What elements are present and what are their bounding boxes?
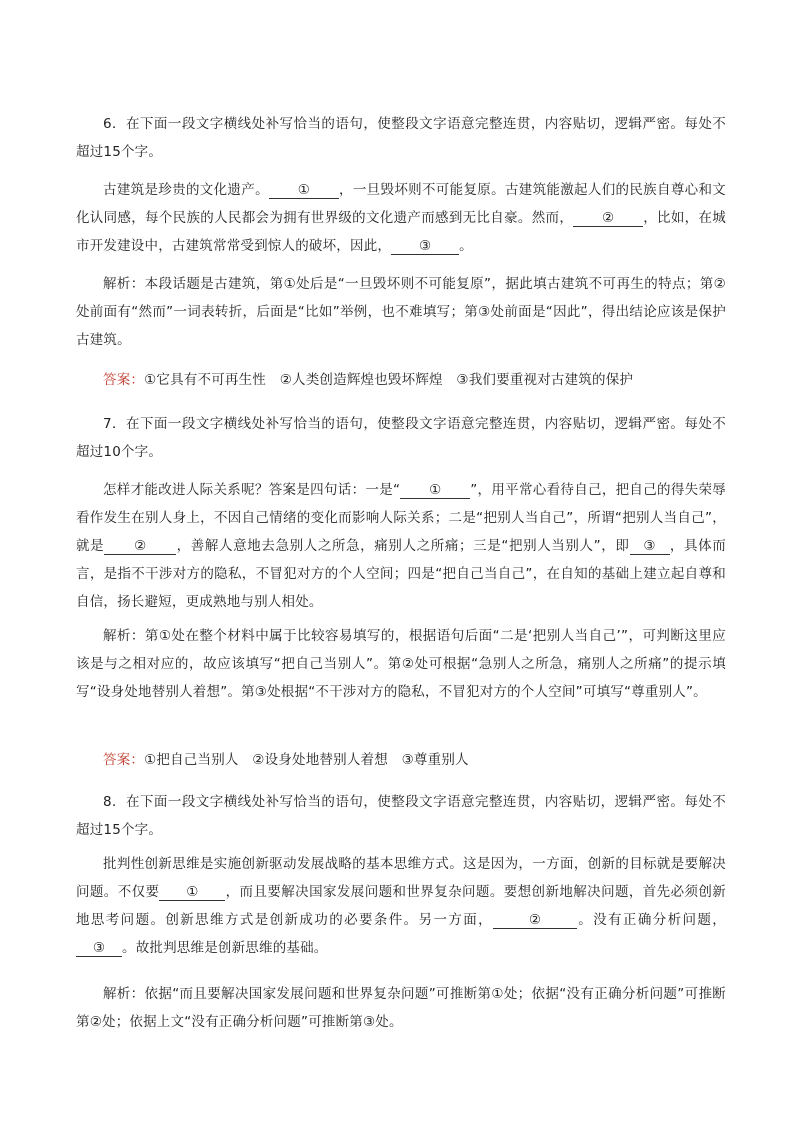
q6-answer-label: 答案：: [103, 372, 145, 388]
q6-stem: [76, 110, 726, 166]
q7-analysis: [76, 622, 726, 706]
q6-passage-part-d: 。: [459, 238, 473, 254]
q6-answer: [76, 366, 726, 394]
q6-analysis: [76, 270, 726, 354]
q6-passage: [76, 176, 726, 260]
q6-answer-text: ①它具有不可再生性 ②人类创造辉煌也毁坏辉煌 ③我们要重视对古建筑的保护: [144, 372, 634, 388]
q7-passage-part-d: ，具体而言，是指不干涉对方的隐私，不冒犯对方的个人空间；四是“把自己当自己”，在自知的基础上建立起自尊和自信，扬长避短，更成熟地与别人相处。: [76, 538, 726, 610]
q7-passage-part-a: 怎样才能改进人际关系呢？答案是四句话：一是“: [103, 482, 401, 498]
q6-blank-2[interactable]: ②: [573, 210, 643, 227]
q8-passage-part-d: 。故批判思维是创新思维的基础。: [122, 940, 328, 956]
q8-blank-2[interactable]: ②: [493, 912, 577, 929]
q8-blank-1[interactable]: ①: [159, 884, 225, 901]
q6-stem-text: 6．在下面一段文字横线处补写恰当的语句，使整段文字语意完整连贯，内容贴切，逻辑严密。每处不超过15个字。: [76, 116, 726, 160]
q8-blank-3[interactable]: ③: [76, 940, 122, 957]
q8-stem: [76, 788, 726, 844]
q6-passage-part-a: 古建筑是珍贵的文化遗产。: [103, 182, 269, 198]
q7-blank-1[interactable]: ①: [400, 482, 470, 499]
q8-passage-part-c: 。没有正确分析问题，: [577, 912, 726, 928]
q8-passage: [76, 850, 726, 962]
q6-passage-part-b: ，一旦毁坏则不可能复原。古建筑能激起人们的民族自尊心和文化认同感，每个民族的人民都会为拥有世界级的文化遗产而感到无比自豪。然而，: [76, 182, 726, 226]
q7-stem: [76, 410, 726, 466]
q6-blank-1[interactable]: ①: [269, 182, 339, 199]
q7-answer: [76, 746, 726, 774]
q8-stem-text: 8．在下面一段文字横线处补写恰当的语句，使整段文字语意完整连贯，内容贴切，逻辑严密。每处不超过15个字。: [76, 794, 726, 838]
q6-passage-part-c: ，比如，在城市开发建设中，古建筑常常受到惊人的破坏，因此，: [76, 210, 726, 254]
q7-passage: [76, 476, 726, 616]
q6-analysis-text: 解析：本段话题是古建筑，第①处后是“一旦毁坏则不可能复原”，据此填古建筑不可再生的特点；第②处前面有“然而”一词表转折，后面是“比如”举例，也不难填写；第③处前面是“因此”，得出结论应该是保护古建筑。: [76, 276, 726, 348]
q8-analysis-text: 解析：依据“而且要解决国家发展问题和世界复杂问题”可推断第①处；依据“没有正确分析问题”可推断第②处；依据上文“没有正确分析问题”可推断第③处。: [76, 986, 726, 1030]
q6-blank-3[interactable]: ③: [391, 238, 459, 255]
q7-passage-part-b: ”，用平常心看待自己，把自己的得失荣辱看作发生在别人身上，不因自己情绪的变化而影响人际关系；二是“把别人当自己”，所谓“把别人当自己”，就是: [76, 482, 726, 554]
q7-passage-part-c: ，善解人意地去急别人之所急，痛别人之所痛；三是“把别人当别人”，即: [176, 538, 630, 554]
q7-answer-text: ①把自己当别人 ②设身处地替别人着想 ③尊重别人: [144, 752, 469, 768]
q8-analysis: [76, 980, 726, 1036]
q8-passage-part-a: 批判性创新思维是实施创新驱动发展战略的基本思维方式。这是因为，一方面，创新的目标就是要解决问题。不仅要: [76, 856, 726, 900]
q7-blank-2[interactable]: ②: [104, 538, 176, 555]
q7-blank-3[interactable]: ③: [630, 538, 670, 555]
q8-passage-part-b: ，而且要解决国家发展问题和世界复杂问题。要想创新地解决问题，首先必须创新地思考问题。创新思维方式是创新成功的必要条件。另一方面，: [76, 884, 727, 928]
q7-analysis-text: 解析：第①处在整个材料中属于比较容易填写的，根据语句后面“二是‘把别人当自己’”，可判断这里应该是与之相对应的，故应该填写“把自己当别人”。第②处可根据“急别人之所急，痛别人之所痛”的提示填写“设身处地替别人着想”。第③处根据“不干涉对方的隐私，不冒犯对方的个人空间”可填写“尊重别人”。: [76, 628, 726, 700]
q7-answer-label: 答案：: [103, 752, 145, 768]
q7-stem-text: 7．在下面一段文字横线处补写恰当的语句，使整段文字语意完整连贯，内容贴切，逻辑严密。每处不超过10个字。: [76, 416, 726, 460]
